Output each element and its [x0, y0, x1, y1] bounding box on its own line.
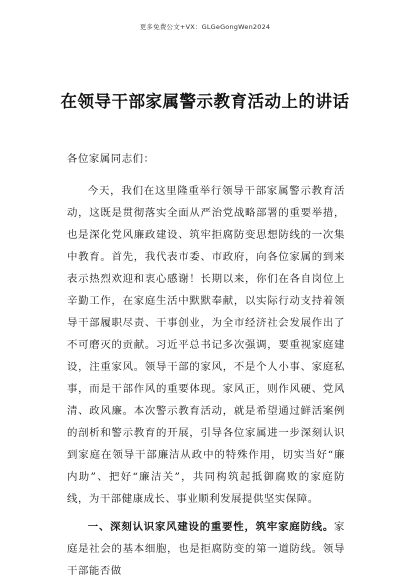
document-body [67, 148, 345, 582]
header-note: 更多免费公文+VX：GLGeGongWen2024 [139, 23, 271, 31]
section-one-heading: 一、深刻认识家风建设的重要性，筑牢家庭防线。 [87, 521, 335, 533]
document-title: 在领导干部家属警示教育活动上的讲话 [60, 92, 350, 111]
paragraph-section-one [67, 516, 345, 582]
salutation: 各位家属同志们： [67, 153, 155, 165]
paragraph-opening: 今天，我们在这里隆重举行领导干部家属警示教育活动，这既是贯彻落实全面从严治党战略部署的重要举措，也是深化党风廉政建设、筑牢拒腐防变思想防线的一次集中教育。首先，我代表市委、市政府，向各位家属的到来表示热烈欢迎和衷心感谢！长期以来，你们在各自岗位上辛勤工作，在家庭生活中默默奉献，以实际行动支持着领导干部履职尽责、干事创业，为全市经济社会发展作出了不可磨灭的贡献。习近平总书记多次强调，要重视家庭建设，注重家风。领导干部的家风，不是个人小事、家庭私事，而是干部作风的重要体现。家风正，则作风硬、党风清、政风廉。本次警示教育活动，就是希望通过鲜活案例的剖析和警示教育的开展，引导各位家属进一步深刻认识到家庭在领导干部廉洁从政中的特殊作用，切实当好“廉内助”、把好“廉洁关”，共同构筑起抵御腐败的家庭防线，为干部健康成长、事业顺利发展提供坚实保障。 [67, 185, 345, 505]
section-one-text: 家庭是社会的基本细胞，也是拒腐防变的第一道防线。领导干部能否做 [67, 521, 345, 577]
